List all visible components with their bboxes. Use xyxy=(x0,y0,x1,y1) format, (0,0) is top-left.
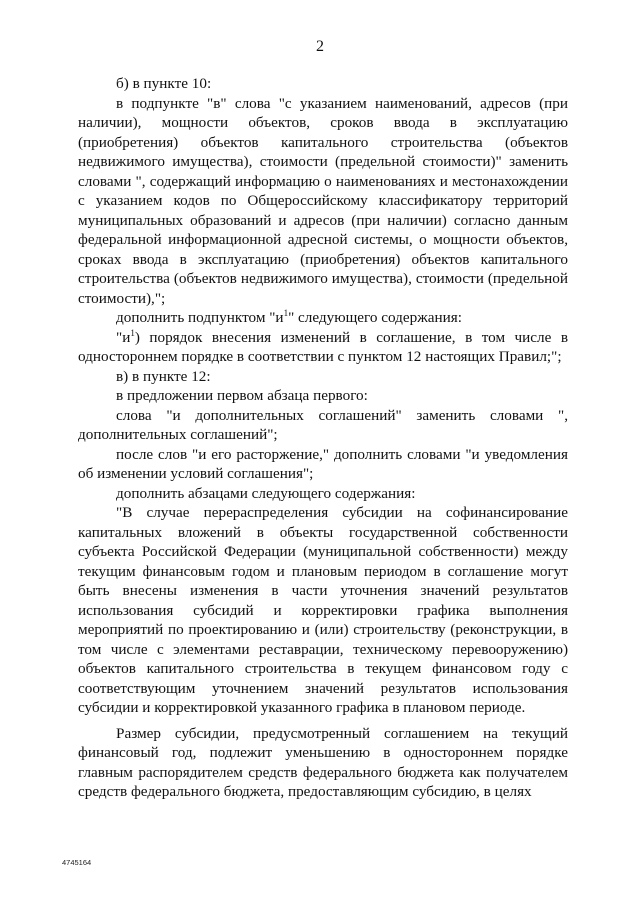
paragraph: дополнить абзацами следующего содержания: xyxy=(116,484,416,502)
paragraph: в подпункте "в" слова "с указанием наименований, адресов (при наличии), мощности объектов, сроков ввода в эксплуатацию (приобретения) объектов капитального строительства (объектов недвижимого имущества), стоимости (предельной стоимости)" заменить словами ", содержащий информацию о наименованиях и местонахождении с указанием кодов по Общероссийскому классификатору территорий муниципальных образований и адресов (при наличии) согласно данным федеральной информационной адресной системы, о мощности объектов, сроках ввода в эксплуатацию (приобретения) объектов капитального строительства (объектов недвижимого имущества), стоимости (предельной стоимости),"; xyxy=(78,94,568,307)
paragraph: в) в пункте 12: xyxy=(116,367,211,385)
document-code: 4745164 xyxy=(62,858,92,867)
paragraph-text: дополнить подпунктом "и xyxy=(116,309,284,326)
paragraph: Размер субсидии, предусмотренный соглашением на текущий финансовый год, подлежит уменьшению в одностороннем порядке главным распорядителем средств федерального бюджета как получателем средств федерального бюджета, предоставляющим субсидию, в целях xyxy=(78,724,568,800)
paragraph: "В случае перераспределения субсидии на софинансирование капитальных вложений в объекты государственной собственности субъекта Российской Федерации (муниципальной собственности) между текущим финансовым годом и плановым периодом в соглашение могут быть внесены изменения в части уточнения значений результатов использования субсидий и корректировки графика выполнения мероприятий по проектированию и (или) строительству (реконструкции, в том числе с элементами реставрации, техническому перевооружению) объектов капитального строительства в текущем финансовом году с соответствующим уточнением значений результатов использования субсидии и корректировкой указанного графика в плановом периоде. xyxy=(78,504,568,716)
superscript: 1 xyxy=(130,327,135,338)
document-body xyxy=(78,74,568,802)
superscript: 1 xyxy=(283,307,289,318)
paragraph xyxy=(78,308,568,328)
paragraph: в предложении первом абзаца первого: xyxy=(116,387,368,404)
paragraph xyxy=(78,328,568,367)
paragraph-text: "и xyxy=(116,328,131,346)
paragraph: слова "и дополнительных соглашений" заменить словами ", дополнительных соглашений"; xyxy=(78,406,568,443)
paragraph: после слов "и его расторжение," дополнить словами "и уведомления об изменении условий соглашения"; xyxy=(78,445,568,482)
paragraph-text: " следующего содержания: xyxy=(288,309,462,326)
paragraph: б) в пункте 10: xyxy=(116,75,212,92)
paragraph-text: ) порядок внесения изменений в соглашение, в том числе в одностороннем порядке в соответствии с пунктом 12 настоящих Правил;"; xyxy=(78,328,568,365)
page-number: 2 xyxy=(316,38,324,55)
